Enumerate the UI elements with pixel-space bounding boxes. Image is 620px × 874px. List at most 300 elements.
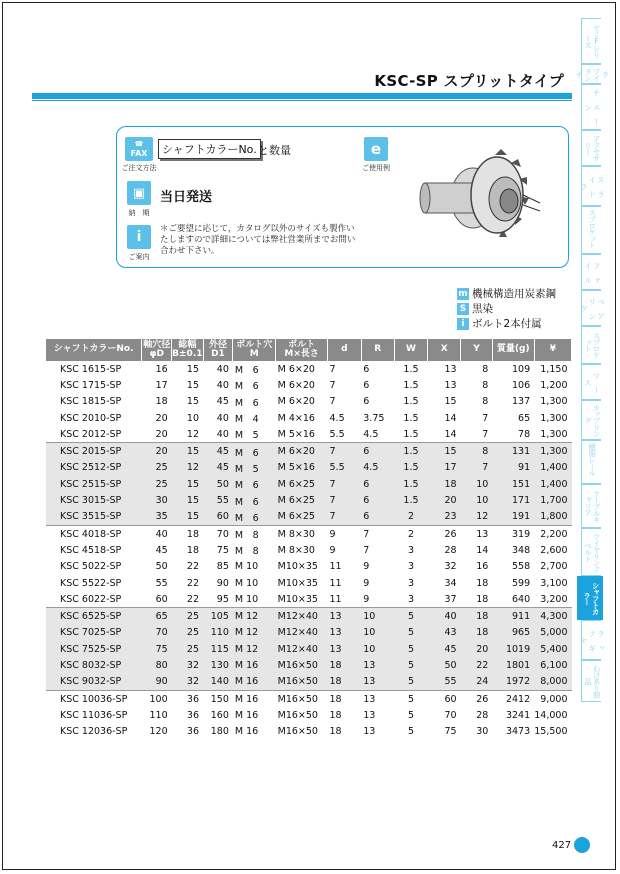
table-cell: 25 xyxy=(172,608,203,625)
table-cell: 151 xyxy=(492,476,534,492)
table-cell: 4.5 xyxy=(329,412,345,424)
table-cell: 15 xyxy=(186,396,200,408)
table-cell: 11 xyxy=(329,577,342,589)
spec-table xyxy=(46,339,572,740)
table-cell: 15 xyxy=(172,509,203,526)
side-tab-7[interactable]: ベ ア リ ン グ xyxy=(581,290,601,326)
table-cell: 6 xyxy=(361,509,394,526)
table-cell: KSC 7525-SP xyxy=(46,641,142,657)
table-cell: M 8 xyxy=(234,546,259,558)
table-cell: M 6 xyxy=(234,365,259,377)
table-cell: M12×40 xyxy=(276,608,328,625)
table-row xyxy=(46,625,572,641)
table-cell: 6,100 xyxy=(534,657,571,673)
legend-material: 機械構造用炭素鋼 xyxy=(472,288,556,300)
table-cell: 6 xyxy=(361,443,394,460)
table-row xyxy=(46,460,572,476)
table-cell: 1.5 xyxy=(394,476,428,492)
table-cell: M 6 xyxy=(233,492,276,508)
table-cell: 6 xyxy=(363,379,370,391)
col-header-label: W xyxy=(406,344,416,355)
table-cell: 18 xyxy=(329,709,342,721)
col-header-sublabel: φD xyxy=(149,349,164,359)
table-cell: 4.5 xyxy=(363,428,379,440)
side-tab-14[interactable]: シャフトカラー xyxy=(577,576,603,620)
table-cell: M 6×20 xyxy=(276,443,328,460)
table-cell: 1.5 xyxy=(394,443,428,460)
col-header-11 xyxy=(492,339,534,361)
table-cell: 26 xyxy=(428,525,461,542)
table-cell: 150 xyxy=(203,690,233,707)
table-cell: 55 xyxy=(203,492,233,508)
table-cell: 2 xyxy=(394,525,428,542)
side-tab-8[interactable]: スプロケット xyxy=(581,326,601,364)
table-cell: 13 xyxy=(363,726,376,738)
table-row xyxy=(46,394,572,410)
table-cell: 18 xyxy=(328,674,362,691)
table-cell: 5.5 xyxy=(328,460,362,476)
table-cell: 9 xyxy=(363,577,370,589)
table-cell: 9 xyxy=(363,561,370,573)
side-tab-4[interactable]: ス ラ イ ド ラ xyxy=(581,166,601,206)
legend-included: ボルト2本付属 xyxy=(472,318,542,330)
table-row xyxy=(46,575,572,591)
col-header-label: X xyxy=(440,344,448,355)
table-cell: 20 xyxy=(142,443,172,460)
table-cell: 1.5 xyxy=(394,492,428,508)
table-cell: 10 xyxy=(361,608,394,625)
table-cell: 965 xyxy=(492,625,534,641)
table-cell: 18 xyxy=(329,726,342,738)
table-cell: 20 xyxy=(428,492,461,508)
table-row xyxy=(46,426,572,443)
table-cell: 1801 xyxy=(492,657,534,673)
table-cell: 348 xyxy=(512,544,531,556)
table-cell: 1,300 xyxy=(534,443,571,460)
delivery-caption: 納 期 xyxy=(128,209,150,217)
table-cell: 137 xyxy=(512,396,531,408)
table-cell: 191 xyxy=(492,509,534,526)
table-cell: 9 xyxy=(363,593,370,605)
table-cell: 40 xyxy=(216,379,229,391)
table-cell: 1,150 xyxy=(540,363,568,375)
table-cell: 40 xyxy=(216,363,229,375)
table-row xyxy=(46,707,572,723)
side-tab-5[interactable]: スプロケット xyxy=(581,206,601,254)
table-cell: 36 xyxy=(172,690,203,707)
table-cell: 37 xyxy=(444,593,457,605)
table-cell: 18 xyxy=(328,657,362,673)
table-cell: M 16 xyxy=(234,709,259,721)
table-cell: 120 xyxy=(149,726,168,738)
col-header-1 xyxy=(142,339,172,361)
table-cell: 95 xyxy=(216,593,229,605)
table-cell: 12 xyxy=(172,460,203,476)
table-cell: 20 xyxy=(155,412,168,424)
table-cell: KSC 1715-SP xyxy=(60,379,122,391)
table-header-row xyxy=(46,339,572,361)
table-cell: 24 xyxy=(461,674,493,691)
table-cell: 40 xyxy=(142,525,172,542)
table-cell: KSC 3515-SP xyxy=(46,509,142,526)
table-row xyxy=(46,361,572,377)
table-cell: 6 xyxy=(361,492,394,508)
table-cell: 32 xyxy=(444,561,457,573)
table-cell: 2,200 xyxy=(534,525,571,542)
table-cell: 65 xyxy=(142,608,172,625)
table-row xyxy=(46,559,572,575)
side-index xyxy=(574,18,610,702)
table-cell: 22 xyxy=(186,561,200,573)
table-cell: 70 xyxy=(142,625,172,641)
table-cell: 45 xyxy=(203,443,233,460)
table-cell: 30 xyxy=(142,492,172,508)
table-cell: 60 xyxy=(155,593,168,605)
table-cell: 8 xyxy=(482,396,489,408)
table-cell: 35 xyxy=(142,509,172,526)
table-cell: 13 xyxy=(444,379,457,391)
table-cell: 160 xyxy=(210,709,229,721)
legend-row-included xyxy=(457,316,556,331)
table-cell: 140 xyxy=(203,674,233,691)
table-cell: 16 xyxy=(476,561,489,573)
table-cell: 13 xyxy=(328,625,362,641)
table-cell: 7 xyxy=(482,428,489,440)
table-cell: M 16 xyxy=(234,726,259,738)
table-row xyxy=(46,724,572,740)
table-cell: 15 xyxy=(186,363,200,375)
table-cell: 1,700 xyxy=(534,492,571,508)
table-cell: 17 xyxy=(428,460,461,476)
table-cell: 10 xyxy=(186,412,200,424)
table-cell: 3,100 xyxy=(540,577,568,589)
table-cell: 2,700 xyxy=(540,561,568,573)
table-cell: 43 xyxy=(428,625,461,641)
col-header-3 xyxy=(203,339,233,361)
example-icon: e xyxy=(364,137,388,161)
table-cell: M 6 xyxy=(233,443,276,460)
table-cell: KSC 2512-SP xyxy=(46,460,142,476)
table-cell: 1.5 xyxy=(403,396,419,408)
table-cell: 32 xyxy=(172,657,203,673)
table-cell: M12×40 xyxy=(276,641,328,657)
table-cell: 1019 xyxy=(492,641,534,657)
table-cell: 7 xyxy=(461,460,493,476)
table-cell: 13 xyxy=(328,608,362,625)
table-cell: 5 xyxy=(394,657,428,673)
table-cell: 10 xyxy=(361,641,394,657)
col-header-7 xyxy=(361,339,394,361)
col-header-2 xyxy=(172,339,203,361)
table-cell: 90 xyxy=(142,674,172,691)
side-tab-13[interactable]: ワイヤリンクベルト xyxy=(581,528,601,576)
table-cell: 14 xyxy=(476,544,489,556)
table-row xyxy=(46,377,572,393)
table-cell: 105 xyxy=(203,608,233,625)
table-cell: 22 xyxy=(186,593,200,605)
side-tab-16[interactable]: わけあり商品 xyxy=(581,660,601,702)
table-cell: M 6×20 xyxy=(277,363,315,375)
table-cell: M 6 xyxy=(234,397,259,409)
table-cell: 100 xyxy=(142,690,172,707)
table-cell: 5 xyxy=(394,674,428,691)
table-cell: M 16 xyxy=(233,674,276,691)
col-header-10 xyxy=(461,339,493,361)
table-cell: 75 xyxy=(444,726,457,738)
table-cell: 22 xyxy=(186,577,200,589)
table-cell: 22 xyxy=(461,657,493,673)
table-cell: 90 xyxy=(216,577,229,589)
table-cell: 25 xyxy=(142,460,172,476)
table-cell: M16×50 xyxy=(277,726,318,738)
table-cell: 13 xyxy=(328,641,362,657)
table-cell: 6 xyxy=(363,363,370,375)
table-cell: 1,400 xyxy=(534,476,571,492)
col-header-label: R xyxy=(374,344,382,355)
table-cell: 16 xyxy=(155,363,168,375)
table-cell: 13 xyxy=(363,709,376,721)
table-row xyxy=(46,525,572,542)
table-cell: M 6 xyxy=(233,476,276,492)
table-cell: 131 xyxy=(492,443,534,460)
col-header-6 xyxy=(328,339,362,361)
table-cell: M16×50 xyxy=(277,709,318,721)
table-cell: 7 xyxy=(329,379,336,391)
table-cell: KSC 5022-SP xyxy=(60,561,122,573)
table-cell: 70 xyxy=(203,525,233,542)
table-cell: 3 xyxy=(407,593,414,605)
table-cell: 1.5 xyxy=(403,379,419,391)
table-cell: 25 xyxy=(172,641,203,657)
table-cell: 5,000 xyxy=(534,625,571,641)
table-cell: M16×50 xyxy=(276,690,328,707)
table-cell: 1.5 xyxy=(403,412,419,424)
table-cell: 25 xyxy=(172,625,203,641)
side-tab-0[interactable]: セミFシリーズ xyxy=(581,18,601,64)
table-cell: 18 xyxy=(428,476,461,492)
table-cell: 23 xyxy=(428,509,461,526)
col-header-label: ボルト xyxy=(288,339,316,350)
table-cell: M 8×30 xyxy=(277,544,315,556)
table-cell: 1972 xyxy=(492,674,534,691)
col-header-9 xyxy=(428,339,461,361)
table-cell: 80 xyxy=(142,657,172,673)
table-cell: M 12 xyxy=(233,641,276,657)
side-tab-6[interactable]: フ ォ イ ル xyxy=(581,254,601,290)
table-cell: 15 xyxy=(172,476,203,492)
table-cell: KSC 12036-SP xyxy=(60,726,128,738)
side-tab-10[interactable]: カップリング xyxy=(581,400,601,440)
table-cell: KSC 6022-SP xyxy=(60,593,122,605)
finish-key-icon: S xyxy=(457,303,469,315)
table-row xyxy=(46,443,572,460)
table-cell: 30 xyxy=(476,726,489,738)
side-tab-12[interactable]: ケーブルキャリア xyxy=(581,484,601,528)
table-cell: KSC 9032-SP xyxy=(46,674,142,691)
table-cell: 599 xyxy=(512,577,531,589)
included-key-icon: i xyxy=(457,318,469,330)
table-cell: 5 xyxy=(394,625,428,641)
table-cell: 6 xyxy=(363,396,370,408)
table-cell: 8,000 xyxy=(534,674,571,691)
table-cell: 11 xyxy=(329,561,342,573)
table-cell: 8 xyxy=(482,363,489,375)
table-cell: 11 xyxy=(329,593,342,605)
col-header-8 xyxy=(394,339,428,361)
table-cell: KSC 3015-SP xyxy=(46,492,142,508)
table-cell: 60 xyxy=(428,690,461,707)
table-cell: 45 xyxy=(428,641,461,657)
table-cell: 6 xyxy=(361,476,394,492)
table-cell: M10×35 xyxy=(277,561,318,573)
side-tab-9[interactable]: ツ ー ス xyxy=(581,364,601,400)
table-cell: 40 xyxy=(428,608,461,625)
col-header-label: 外径 xyxy=(208,339,227,350)
table-cell: 14 xyxy=(444,428,457,440)
side-tab-2[interactable]: チ エ ー ン xyxy=(581,84,601,130)
table-body xyxy=(46,361,572,740)
legend xyxy=(457,286,556,331)
order-badge: シャフトカラーNo. xyxy=(158,139,261,159)
table-cell: M 6×25 xyxy=(276,476,328,492)
table-cell: M 8×30 xyxy=(276,525,328,542)
table-cell: 4,300 xyxy=(534,608,571,625)
side-tab-3[interactable]: アクセサリー xyxy=(581,130,601,166)
table-cell: M 4 xyxy=(234,414,259,426)
table-cell: M 6 xyxy=(234,381,259,393)
table-cell: 25 xyxy=(142,476,172,492)
table-cell: M 6×25 xyxy=(276,509,328,526)
table-cell: 13 xyxy=(444,363,457,375)
table-cell: 558 xyxy=(512,561,531,573)
table-cell: KSC 1615-SP xyxy=(60,363,122,375)
table-cell: 18 xyxy=(476,593,489,605)
table-cell: 3473 xyxy=(505,726,531,738)
table-cell: M 16 xyxy=(233,690,276,707)
table-cell: 15 xyxy=(428,443,461,460)
table-cell: M 12 xyxy=(233,608,276,625)
table-cell: 1,400 xyxy=(534,460,571,476)
col-header-label: Y xyxy=(473,344,480,355)
table-cell: 28 xyxy=(444,544,457,556)
col-header-sublabel: M xyxy=(249,349,259,359)
table-cell: 3 xyxy=(407,577,414,589)
table-cell: 60 xyxy=(203,509,233,526)
table-cell: M 4×16 xyxy=(277,412,315,424)
table-cell: 28 xyxy=(476,709,489,721)
table-cell: 78 xyxy=(518,428,531,440)
table-cell: 115 xyxy=(203,641,233,657)
table-cell: 15 xyxy=(444,396,457,408)
table-cell: 18 xyxy=(461,625,493,641)
table-row xyxy=(46,674,572,691)
side-tab-15[interactable]: ラ ッ ク ギ ヤ xyxy=(581,620,601,660)
table-cell: 1,200 xyxy=(540,379,568,391)
page-dot xyxy=(574,837,590,853)
guide-caption: ご案内 xyxy=(128,253,150,261)
table-cell: 7 xyxy=(329,396,336,408)
table-row xyxy=(46,476,572,492)
table-cell: M12×40 xyxy=(276,625,328,641)
legend-finish: 黒染 xyxy=(472,303,493,315)
table-cell: 5 xyxy=(394,641,428,657)
table-cell: KSC 7025-SP xyxy=(46,625,142,641)
table-cell: 7 xyxy=(328,492,362,508)
table-cell: 110 xyxy=(203,625,233,641)
table-cell: 1.5 xyxy=(394,460,428,476)
table-cell: M 5×16 xyxy=(276,460,328,476)
table-cell: 55 xyxy=(155,577,168,589)
table-cell: 640 xyxy=(512,593,531,605)
table-cell: 110 xyxy=(149,709,168,721)
table-cell: 15 xyxy=(172,443,203,460)
table-cell: M 5 xyxy=(234,430,259,442)
table-cell: 75 xyxy=(216,544,229,556)
col-header-label: 質量(g) xyxy=(496,344,530,355)
table-cell: KSC 1815-SP xyxy=(60,396,122,408)
table-cell: 18 xyxy=(155,396,168,408)
order-suffix: と数量 xyxy=(258,144,291,157)
table-cell: KSC 2515-SP xyxy=(46,476,142,492)
table-cell: 9 xyxy=(329,544,336,556)
table-cell: 36 xyxy=(186,726,200,738)
table-cell: 12 xyxy=(461,509,493,526)
table-cell: M 16 xyxy=(233,657,276,673)
table-cell: 7 xyxy=(328,509,362,526)
table-cell: 55 xyxy=(428,674,461,691)
table-row xyxy=(46,641,572,657)
table-cell: 106 xyxy=(512,379,531,391)
table-cell: 85 xyxy=(216,561,229,573)
table-cell: 5 xyxy=(407,709,414,721)
table-cell: KSC 4518-SP xyxy=(60,544,122,556)
table-cell: M 6×20 xyxy=(277,396,315,408)
side-tab-11[interactable]: 樹脂レール xyxy=(581,440,601,484)
table-cell: 45 xyxy=(155,544,168,556)
table-cell: 1.5 xyxy=(403,428,419,440)
table-cell: 3 xyxy=(407,561,414,573)
table-cell: 10 xyxy=(361,625,394,641)
table-cell: M 12 xyxy=(233,625,276,641)
table-cell: 50 xyxy=(428,657,461,673)
col-header-sublabel: B±0.1 xyxy=(172,349,203,359)
legend-row-material xyxy=(457,286,556,301)
table-cell: KSC 4018-SP xyxy=(46,525,142,542)
table-cell: 40 xyxy=(216,412,229,424)
table-cell: 2412 xyxy=(492,690,534,707)
col-header-12 xyxy=(534,339,571,361)
table-cell: 9 xyxy=(328,525,362,542)
table-cell: 171 xyxy=(492,492,534,508)
table-cell: KSC 2012-SP xyxy=(60,428,122,440)
table-cell: 3 xyxy=(407,544,414,556)
table-cell: 5,400 xyxy=(534,641,571,657)
table-row xyxy=(46,542,572,558)
table-cell: 5.5 xyxy=(329,428,345,440)
col-header-label: ボルト穴 xyxy=(236,339,273,350)
table-cell: M10×35 xyxy=(277,577,318,589)
table-cell: KSC 8032-SP xyxy=(46,657,142,673)
col-header-5 xyxy=(276,339,328,361)
table-cell: 12 xyxy=(186,428,200,440)
table-cell: 5 xyxy=(407,726,414,738)
table-cell: 13 xyxy=(361,674,394,691)
page-number: 427 xyxy=(552,840,572,851)
note-text: ＊ご要望に応じて，カタログ以外のサイズも製作いたしますので詳細については弊社営業所までお問い合わせ下さい。 xyxy=(160,224,356,256)
table-cell: KSC 5522-SP xyxy=(60,577,122,589)
side-tab-1[interactable]: ラ プイ ラン チ xyxy=(581,64,601,84)
info-icon: i xyxy=(127,225,151,249)
